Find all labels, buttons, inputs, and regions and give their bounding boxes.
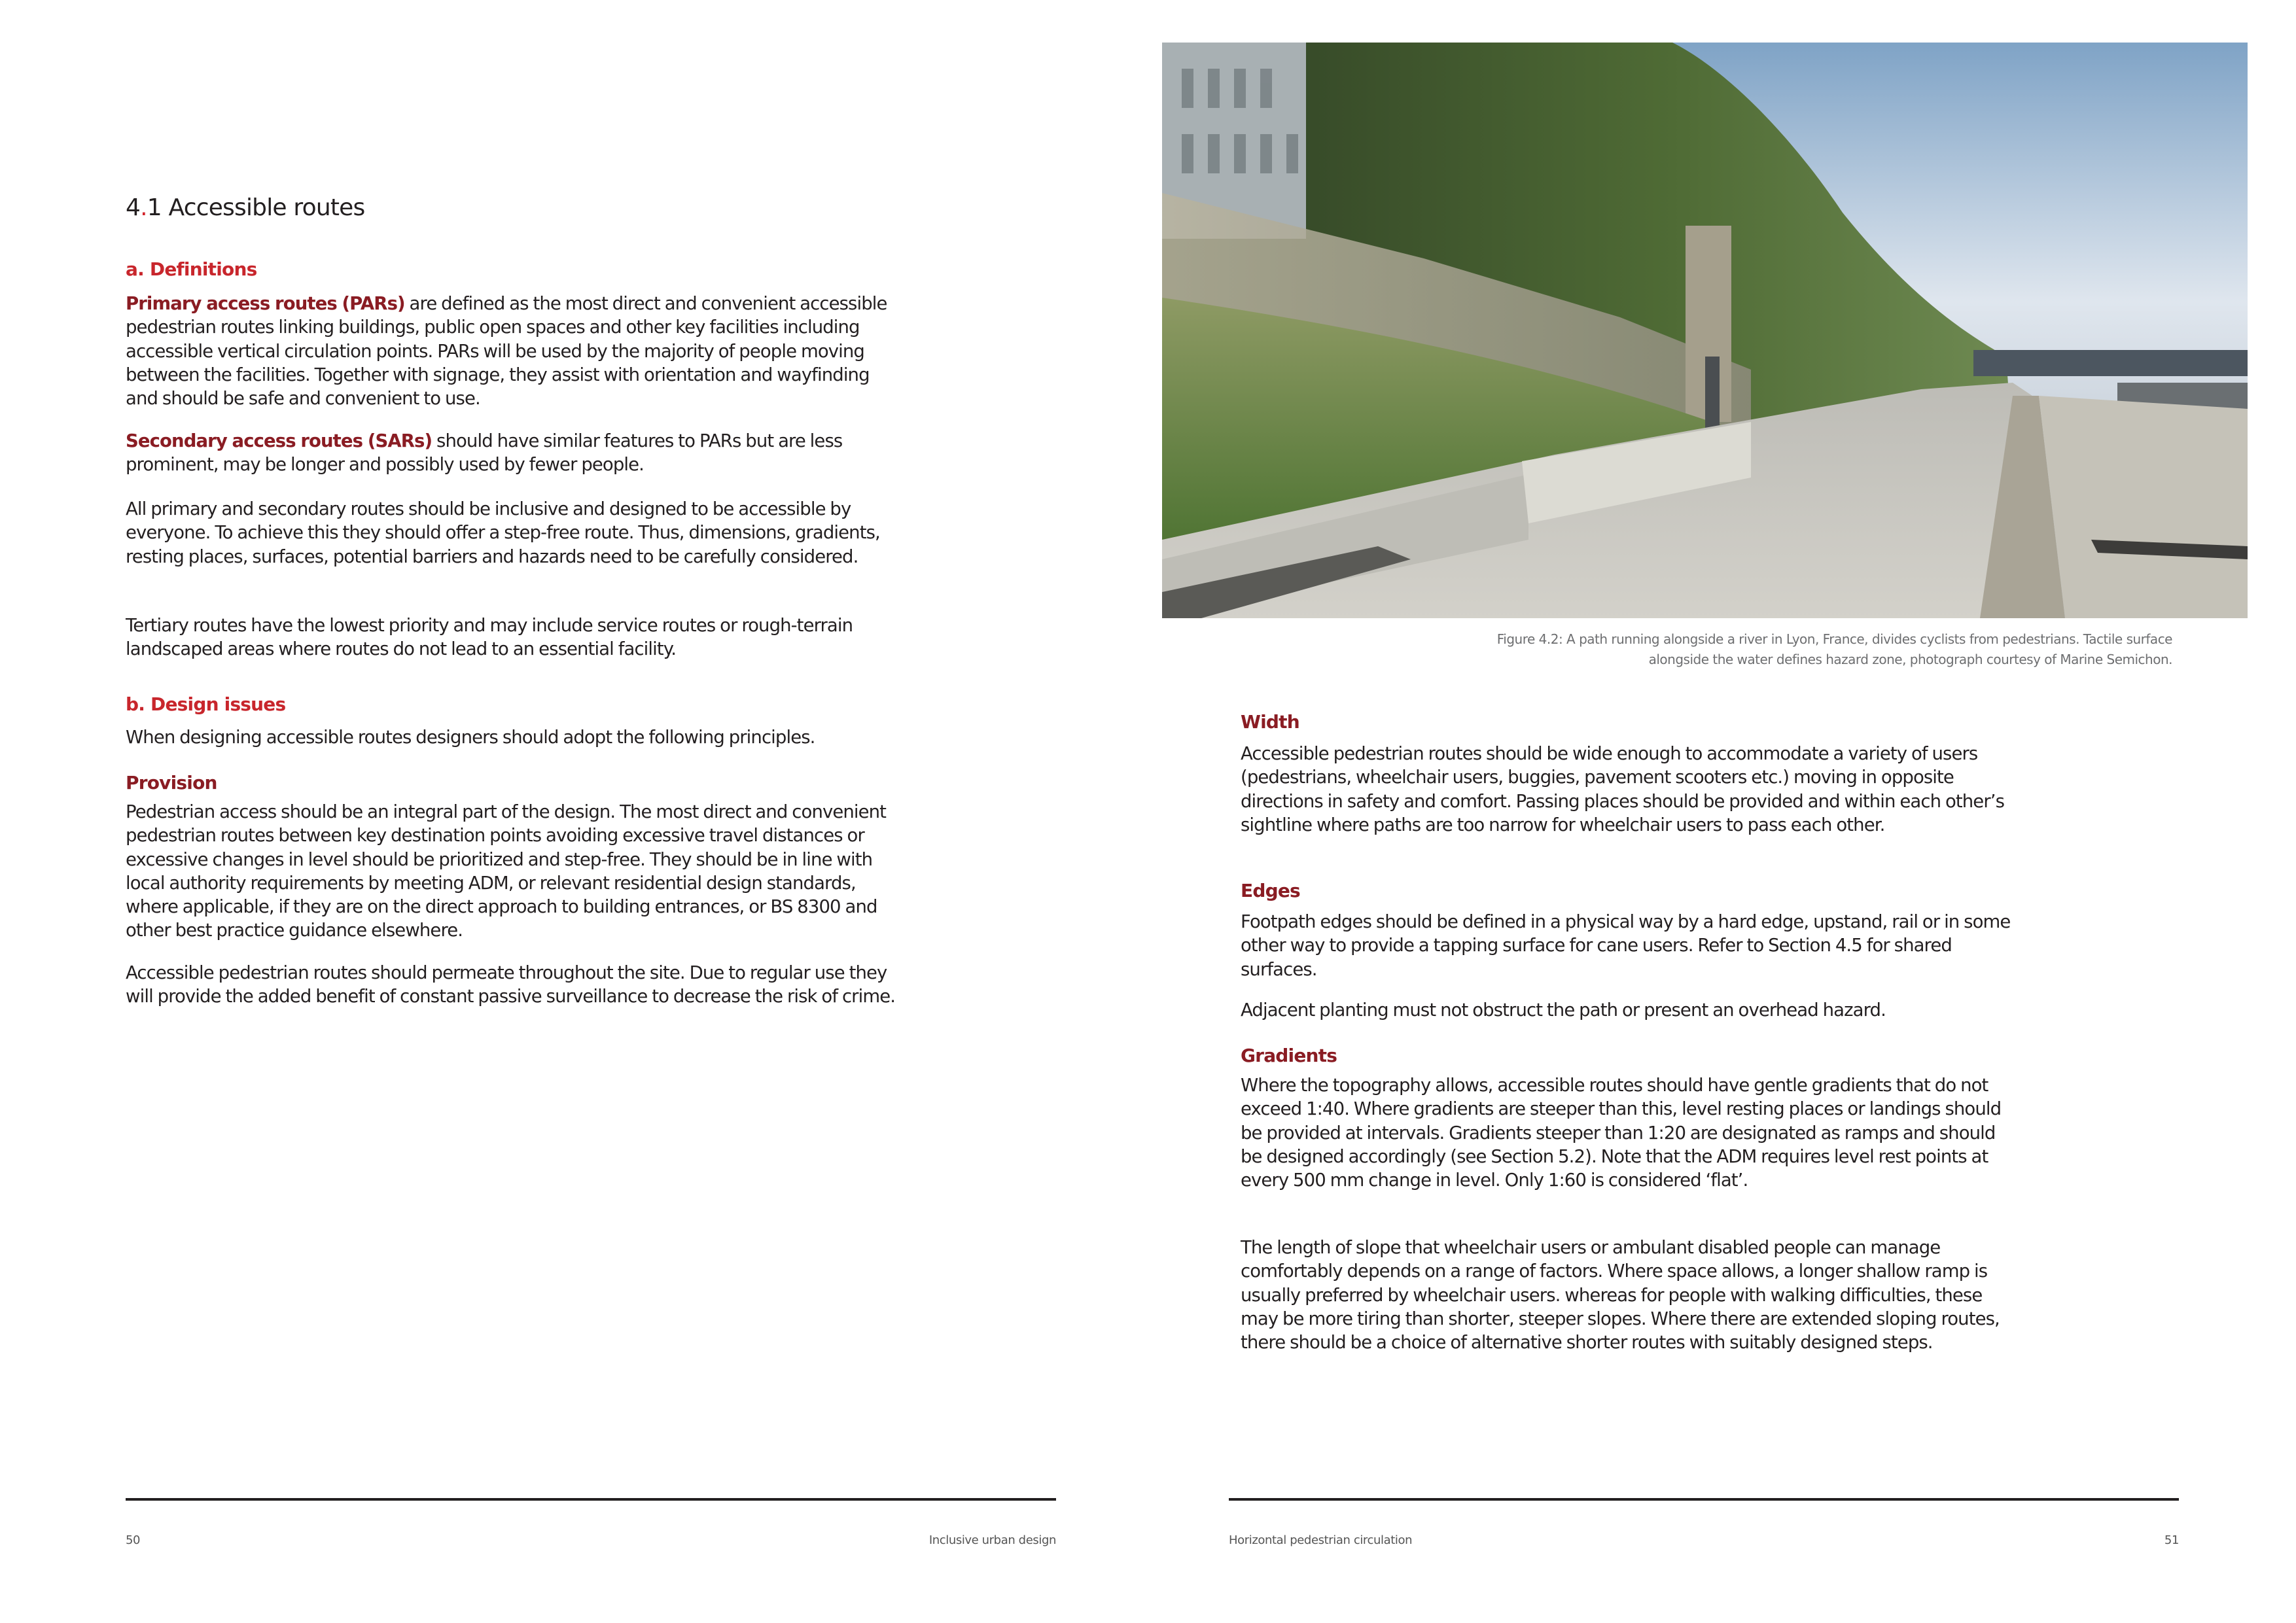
- riverside-path-image: [1162, 43, 2248, 618]
- section-number-major: 4: [126, 194, 141, 221]
- figure-caption-line-2: alongside the water defines hazard zone, photograph courtesy of Marine Semichon.: [1648, 652, 2172, 667]
- section-number-dot: .: [140, 194, 147, 221]
- sar-definition-text: should have similar features to PARs but are less prominent, may be longer and possibly used by fewer people.: [126, 430, 843, 476]
- section-number-minor: 1: [147, 194, 162, 221]
- design-issues-heading: b. Design issues: [126, 693, 286, 715]
- right-footer-rule: [1229, 1498, 2179, 1501]
- sar-definition-paragraph: [126, 429, 891, 477]
- permeate-paragraph: Accessible pedestrian routes should permeate throughout the site. Due to regular use they will provide the added benefit of constant passive surveillance to decrease the risk of crime.: [126, 962, 896, 1007]
- figure-photo-riverside-path: [1162, 43, 2248, 618]
- par-definition-paragraph: [126, 292, 891, 410]
- par-term: Primary access routes (PARs): [126, 293, 405, 314]
- section-title: [126, 194, 911, 222]
- sar-term: Secondary access routes (SARs): [126, 430, 433, 451]
- left-running-title: Inclusive urban design: [928, 1533, 1056, 1547]
- provision-paragraph: Pedestrian access should be an integral part of the design. The most direct and convenient pedestrian routes between key destination points avoiding excessive travel distances or excessive changes in level should be prioritized and step-free. They should be in line with local authority requirements by meeting ADM, or relevant residential design standards, where applicable, if they are on the direct approach to building entrances, or BS 8300 and other best practice guidance elsewhere.: [126, 801, 887, 941]
- edges-heading: Edges: [1241, 880, 1300, 901]
- tertiary-routes-paragraph: Tertiary routes have the lowest priority and may include service routes or rough-terrain landscaped areas where routes do not lead to an essential facility.: [126, 615, 853, 660]
- all-routes-paragraph: All primary and secondary routes should be inclusive and designed to be accessible by everyone. To achieve this they should offer a step-free route. Thus, dimensions, gradients, resting places, surfaces, potential barriers and hazards need to be carefully considered.: [126, 498, 880, 567]
- planting-paragraph: Adjacent planting must not obstruct the path or present an overhead hazard.: [1241, 1000, 1886, 1021]
- width-paragraph: Accessible pedestrian routes should be wide enough to accommodate a variety of users (pedestrians, wheelchair users, buggies, pavement scooters etc.) moving in opposite directions in safety and comfort. Passing places should be provided and within each other’s sightline where paths are too narrow for wheelchair users to pass each other.: [1241, 743, 2004, 835]
- gradients-paragraph: Where the topography allows, accessible routes should have gentle gradients that do not exceed 1:40. Where gradients are steeper than this, level resting places or landings should be provided at intervals. Gradients steeper than 1:20 are designated as ramps and should be designed accordingly (see Section 5.2). Note that the ADM requires level rest points at every 500 mm change in level. Only 1:60 is considered ‘flat’.: [1241, 1075, 2002, 1191]
- left-page-number: 50: [126, 1533, 141, 1547]
- gradients-heading: Gradients: [1241, 1045, 1337, 1066]
- design-issues-intro: When designing accessible routes designers should adopt the following principles.: [126, 727, 815, 748]
- left-footer-rule: [126, 1498, 1056, 1501]
- definitions-heading: a. Definitions: [126, 258, 257, 280]
- width-heading: Width: [1241, 711, 1299, 733]
- edges-paragraph: Footpath edges should be defined in a physical way by a hard edge, upstand, rail or in some other way to provide a tapping surface for cane users. Refer to Section 4.5 for shared surfaces.: [1241, 911, 2011, 980]
- right-page-number: 51: [2164, 1533, 2179, 1547]
- provision-heading: Provision: [126, 772, 217, 794]
- figure-caption: [1407, 629, 2172, 670]
- right-running-title: Horizontal pedestrian circulation: [1229, 1533, 1413, 1547]
- slope-length-paragraph: The length of slope that wheelchair users or ambulant disabled people can manage comfortably depends on a range of factors. Where space allows, a longer shallow ramp is usually preferred by wheelchair users. whereas for people with walking difficulties, these may be more tiring than shorter, steeper slopes. Where there are extended sloping routes, there should be a choice of alternative shorter routes with suitably designed steps.: [1241, 1237, 2000, 1353]
- figure-caption-line-1: Figure 4.2: A path running alongside a river in Lyon, France, divides cyclists from pedestrians. Tactile surface: [1496, 631, 2172, 647]
- section-title-text: Accessible routes: [168, 194, 365, 221]
- par-definition-text: are defined as the most direct and convenient accessible pedestrian routes linking buildings, public open spaces and other key facilities including accessible vertical circulation points. PARs will be used by the majority of people moving between the facilities. Together with signage, they assist with orientation and wayfinding and should be safe and convenient to use.: [126, 293, 887, 410]
